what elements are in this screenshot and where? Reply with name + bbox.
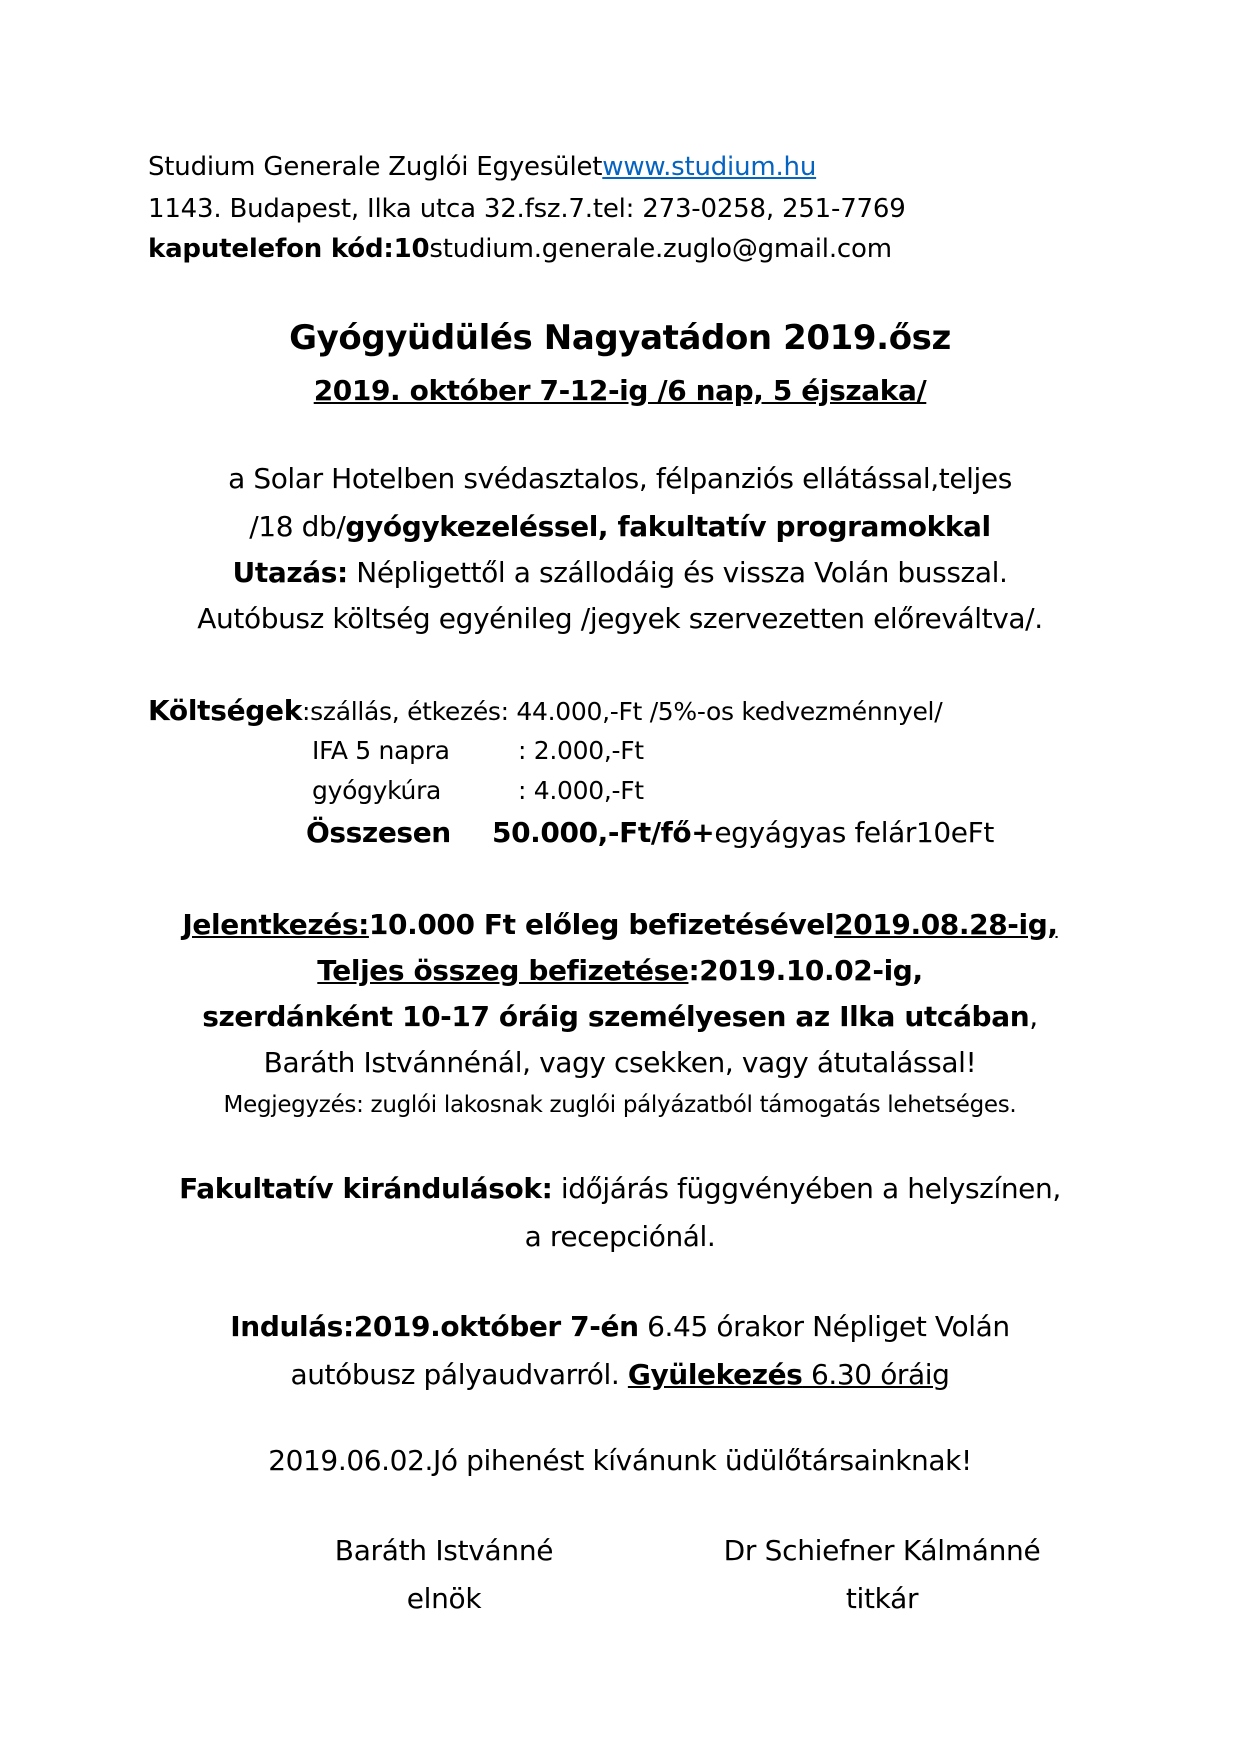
note-line: Megjegyzés: zuglói lakosnak zuglói pályázatból támogatás lehetséges. xyxy=(223,1092,1017,1118)
payment-time-comma: , xyxy=(1029,1000,1038,1033)
payment-method-line: Baráth Istvánnénál, vagy csekken, vagy átutalással! xyxy=(263,1046,977,1079)
departure-line xyxy=(0,1310,1240,1343)
excursions-label: Fakultatív kirándulások: xyxy=(179,1172,553,1205)
departure-label: Indulás:2019.október 7-én xyxy=(230,1310,639,1343)
ifa-label: IFA 5 napra xyxy=(312,736,450,765)
org-name: Studium Generale Zuglói Egyesület xyxy=(148,152,603,182)
org-header-line xyxy=(148,152,816,182)
excursions-text: időjárás függvényében a helyszínen, xyxy=(552,1172,1061,1205)
travel-text: Népligettől a szállodáig és vissza Volán busszal. xyxy=(347,556,1008,589)
deposit-date: 2019.08.28-ig, xyxy=(834,908,1058,941)
excursions-line-2: a recepciónál. xyxy=(524,1220,716,1253)
full-payment-label: Teljes összeg befizetése xyxy=(317,954,689,987)
date-subtitle: 2019. október 7-12-ig /6 nap, 5 éjszaka/ xyxy=(313,374,927,407)
total-label-text: Összesen xyxy=(306,816,451,849)
departure-place: autóbusz pályaudvarról. xyxy=(290,1358,628,1391)
deposit-text: 10.000 Ft előleg befizetésével xyxy=(368,908,835,941)
lodging-cost: :szállás, étkezés: 44.000,-Ft /5%-os kedvezménnyel/ xyxy=(302,697,943,726)
total-value: 50.000,-Ft/fő+ xyxy=(492,816,715,849)
signature-name-2: Dr Schiefner Kálmánné xyxy=(723,1534,1041,1567)
payment-time-line xyxy=(0,1000,1240,1033)
registration-line xyxy=(0,908,1240,941)
registration-label: Jelentkezés: xyxy=(182,908,369,941)
intro-line-1: a Solar Hotelben svédasztalos, félpanziós ellátással,teljes xyxy=(228,462,1012,495)
address-line: 1143. Budapest, Ilka utca 32.fsz.7.tel: 273-0258, 251-7769 xyxy=(148,194,906,224)
cost-lodging-line xyxy=(148,694,942,727)
signature-role-1: elnök xyxy=(406,1582,482,1615)
gather-label: Gyülekezés xyxy=(627,1358,803,1391)
gather-time: 6.30 óráig xyxy=(802,1358,950,1391)
travel-label: Utazás: xyxy=(232,556,348,589)
treatment-count: /18 db/ xyxy=(249,510,346,543)
contact-line xyxy=(148,234,892,264)
full-payment-date: :2019.10.02-ig, xyxy=(688,954,923,987)
departure-line-2 xyxy=(0,1358,1240,1391)
email: studium.generale.zuglo@gmail.com xyxy=(429,234,892,264)
total-label xyxy=(306,816,451,849)
treatment-text: gyógykezeléssel, fakultatív programokkal xyxy=(345,510,991,543)
full-payment-line xyxy=(0,954,1240,987)
bus-cost-line: Autóbusz költség egyénileg /jegyek szervezetten előreváltva/. xyxy=(197,602,1043,635)
travel-line xyxy=(0,556,1240,589)
closing-line: 2019.06.02.Jó pihenést kívánunk üdülőtársainknak! xyxy=(268,1444,972,1477)
single-supplement: egyágyas felár10eFt xyxy=(714,816,994,849)
excursions-line xyxy=(0,1172,1240,1205)
payment-time: szerdánként 10-17 óráig személyesen az Ilka utcában xyxy=(202,1000,1030,1033)
cure-value: : 4.000,-Ft xyxy=(518,776,644,805)
ifa-value: : 2.000,-Ft xyxy=(518,736,644,765)
page-title: Gyógyüdülés Nagyatádon 2019.ősz xyxy=(289,318,951,358)
total-line xyxy=(492,816,994,849)
signature-role-2: titkár xyxy=(845,1582,919,1615)
website-link[interactable]: www.studium.hu xyxy=(602,152,817,182)
cure-label: gyógykúra xyxy=(312,776,442,805)
departure-text: 6.45 órakor Népliget Volán xyxy=(638,1310,1010,1343)
cost-label: Költségek xyxy=(148,694,303,727)
door-code: kaputelefon kód:10 xyxy=(148,234,430,264)
signature-name-1: Baráth Istvánné xyxy=(334,1534,554,1567)
intro-line-2 xyxy=(0,510,1240,543)
